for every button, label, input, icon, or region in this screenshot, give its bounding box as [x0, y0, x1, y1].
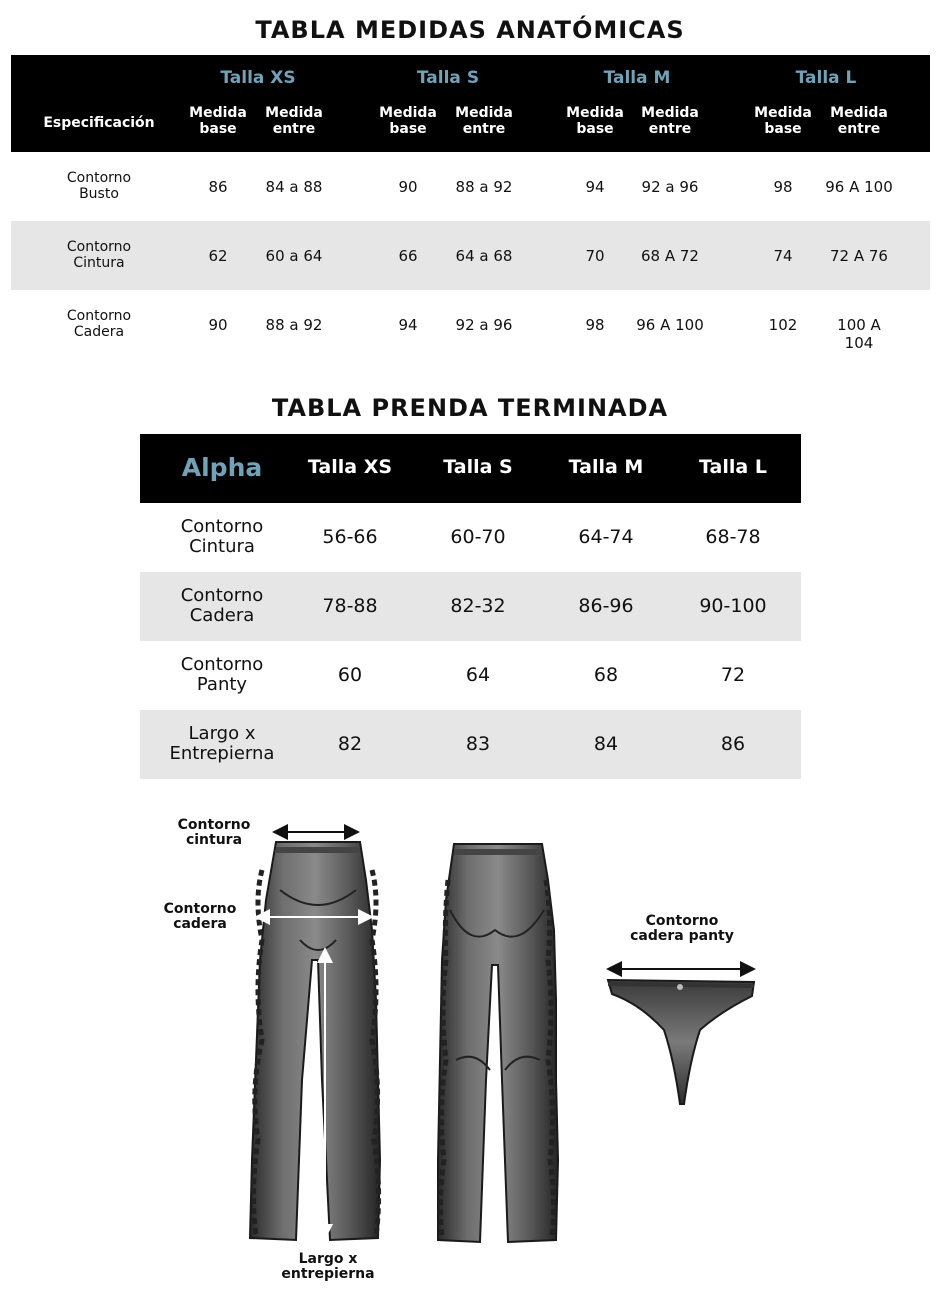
panty-label: Contorno cadera panty [630, 913, 734, 944]
table-cell: 92 a 96 [641, 178, 699, 196]
table-cell: 82 [337, 733, 363, 755]
sub-header-base: Medida base [189, 105, 247, 137]
table-cell: 60-70 [450, 526, 506, 548]
row-label: Contorno Busto [66, 170, 132, 202]
brand-name: Alpha [181, 453, 263, 482]
table-cell: 98 [585, 316, 605, 334]
size-l-header: Talla L [795, 68, 857, 88]
size-l-header: Talla L [699, 456, 767, 478]
table-cell: 90 [398, 178, 418, 196]
spec-header: Especificación [43, 115, 155, 131]
inseam-label: Largo x entrepierna [281, 1251, 375, 1282]
table-cell: 64 a 68 [455, 247, 513, 265]
table-cell: 72 [720, 664, 746, 686]
size-m-header: Talla M [568, 456, 644, 478]
row-label: Contorno Cintura [66, 239, 132, 271]
table-cell: 70 [585, 247, 605, 265]
table-cell: 86 [720, 733, 746, 755]
table-cell: 72 A 76 [830, 247, 888, 265]
table-cell: 90 [208, 316, 228, 334]
size-s-header: Talla S [443, 456, 513, 478]
table2-title: TABLA PRENDA TERMINADA [271, 394, 669, 422]
table-cell: 94 [585, 178, 605, 196]
panty-image [608, 980, 754, 1104]
table-cell: 60 a 64 [265, 247, 323, 265]
hip-label: Contorno cadera [163, 901, 237, 932]
table-cell: 78-88 [322, 595, 378, 617]
back-pants-image [438, 844, 558, 1242]
table-cell: 83 [465, 733, 491, 755]
sub-header-base: Medida base [566, 105, 624, 137]
table-cell: 96 A 100 [825, 178, 893, 196]
table-cell: 66 [398, 247, 418, 265]
table-cell: 68-78 [705, 526, 761, 548]
table-cell: 82-32 [450, 595, 506, 617]
sub-header-entre: Medida entre [641, 105, 699, 137]
table-cell: 88 a 92 [265, 316, 323, 334]
table-cell: 86-96 [578, 595, 634, 617]
table-cell: 88 a 92 [455, 178, 513, 196]
row-label: Contorno Cintura [180, 516, 264, 557]
table-cell: 74 [773, 247, 793, 265]
table-cell: 98 [773, 178, 793, 196]
table-cell: 64 [465, 664, 491, 686]
table-cell: 92 a 96 [455, 316, 513, 334]
table1-title: TABLA MEDIDAS ANATÓMICAS [255, 16, 685, 44]
table-cell: 56-66 [322, 526, 378, 548]
row-label: Contorno Panty [180, 654, 264, 695]
table-cell: 68 [593, 664, 619, 686]
table-cell: 64-74 [578, 526, 634, 548]
sub-header-base: Medida base [379, 105, 437, 137]
table-cell: 84 a 88 [265, 178, 323, 196]
table-cell: 86 [208, 178, 228, 196]
sub-header-entre: Medida entre [265, 105, 323, 137]
table-cell: 62 [208, 247, 228, 265]
sub-header-entre: Medida entre [830, 105, 888, 137]
table-cell: 84 [593, 733, 619, 755]
row-label: Largo x Entrepierna [169, 723, 275, 764]
table-cell: 94 [398, 316, 418, 334]
table-cell: 68 A 72 [641, 247, 699, 265]
sub-header-entre: Medida entre [455, 105, 513, 137]
sub-header-base: Medida base [754, 105, 812, 137]
table-cell: 60 [337, 664, 363, 686]
size-s-header: Talla S [416, 68, 480, 88]
table-cell: 102 [768, 316, 798, 334]
row-label: Contorno Cadera [180, 585, 264, 626]
table-cell: 96 A 100 [636, 316, 704, 334]
size-m-header: Talla M [603, 68, 671, 88]
size-xs-header: Talla XS [307, 456, 393, 478]
size-xs-header: Talla XS [220, 68, 296, 88]
table-cell: 90-100 [699, 595, 767, 617]
waist-label: Contorno cintura [177, 817, 251, 848]
front-pants-image [250, 842, 380, 1240]
table-cell: 100 A 104 [837, 316, 881, 352]
row-label: Contorno Cadera [66, 308, 132, 340]
